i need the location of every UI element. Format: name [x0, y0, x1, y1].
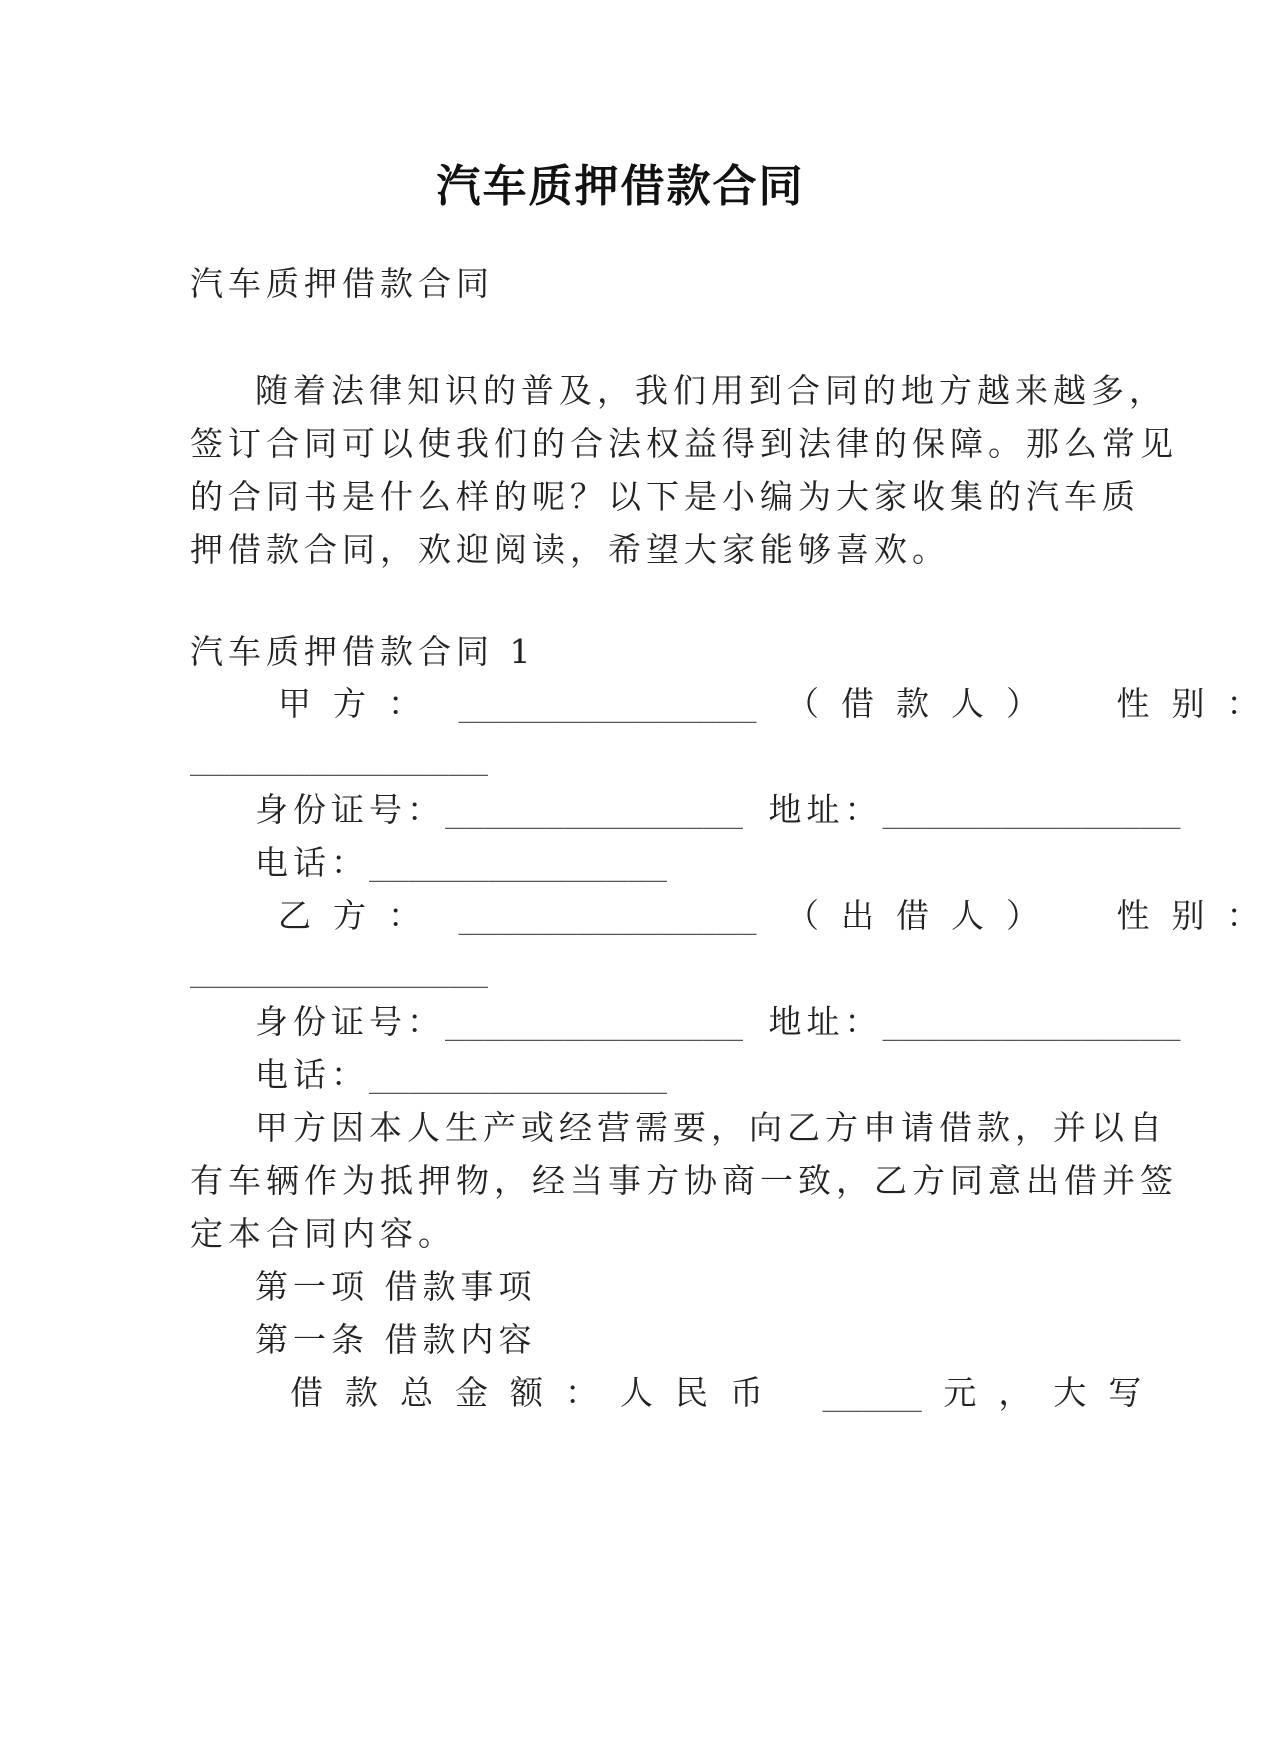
item-1-heading: 第一项 借款事项 — [255, 1267, 537, 1306]
party-a-label: 甲方： — [278, 684, 443, 723]
article-1-heading: 第一条 借款内容 — [255, 1320, 537, 1359]
party-a-gender-blank — [190, 737, 1060, 777]
party-b-phone-blank: _______________ — [369, 1055, 668, 1094]
party-b-label: 乙方： — [278, 896, 443, 935]
document-title: 汽车质押借款合同 — [436, 161, 805, 212]
party-b-id-row — [255, 1002, 1181, 1042]
party-a-id-label: 身份证号： — [255, 790, 445, 829]
document-subtitle: 汽车质押借款合同 — [190, 264, 494, 303]
party-b-gender-blank — [190, 949, 1060, 989]
party-b-row — [278, 896, 1282, 936]
party-a-role: （借款人） — [786, 684, 1062, 723]
intro-line-3: 的合同书是什么样的呢？以下是小编为大家收集的汽车质 — [190, 477, 1140, 516]
intro-line-1: 随着法律知识的普及，我们用到合同的地方越来越多， — [255, 371, 1167, 410]
section-title: 汽车质押借款合同 1 — [190, 632, 536, 671]
party-b-phone-label: 电话： — [255, 1055, 369, 1094]
party-a-gender-value: _______________ — [190, 737, 489, 776]
party-b-address-label: 地址： — [768, 1002, 883, 1041]
purpose-line-3: 定本合同内容。 — [190, 1214, 456, 1253]
party-a-phone-blank: _______________ — [369, 843, 668, 882]
party-b-gender-label: 性别： — [1116, 896, 1282, 935]
intro-line-4: 押借款合同，欢迎阅读，希望大家能够喜欢。 — [190, 530, 950, 569]
party-a-id-blank: _______________ — [445, 790, 744, 829]
party-a-address-blank: _______________ — [882, 790, 1181, 829]
amount-row — [290, 1373, 1164, 1413]
purpose-line-1: 甲方因本人生产或经营需要，向乙方申请借款，并以自 — [255, 1108, 1167, 1147]
amount-unit: 元，大写 — [943, 1373, 1164, 1412]
party-a-row — [278, 684, 1282, 724]
party-a-address-label: 地址： — [768, 790, 883, 829]
party-a-name-blank: _______________ — [458, 684, 757, 723]
party-b-role: （出借人） — [786, 896, 1062, 935]
party-b-address-blank: _______________ — [882, 1002, 1181, 1041]
party-a-phone-label: 电话： — [255, 843, 369, 882]
amount-label: 借款总金额：人民币 — [290, 1373, 785, 1412]
amount-blank: _____ — [822, 1373, 922, 1412]
party-b-name-blank: _______________ — [458, 896, 757, 935]
party-a-phone-row — [255, 843, 1060, 883]
party-b-id-blank: _______________ — [445, 1002, 744, 1041]
intro-line-2: 签订合同可以使我们的合法权益得到法律的保障。那么常见 — [190, 424, 1178, 463]
party-a-gender-label: 性别： — [1116, 684, 1282, 723]
party-b-id-label: 身份证号： — [255, 1002, 445, 1041]
party-a-id-row — [255, 790, 1181, 830]
party-b-phone-row — [255, 1055, 1060, 1095]
purpose-line-2: 有车辆作为抵押物，经当事方协商一致，乙方同意出借并签 — [190, 1161, 1178, 1200]
party-b-gender-value: _______________ — [190, 949, 489, 988]
